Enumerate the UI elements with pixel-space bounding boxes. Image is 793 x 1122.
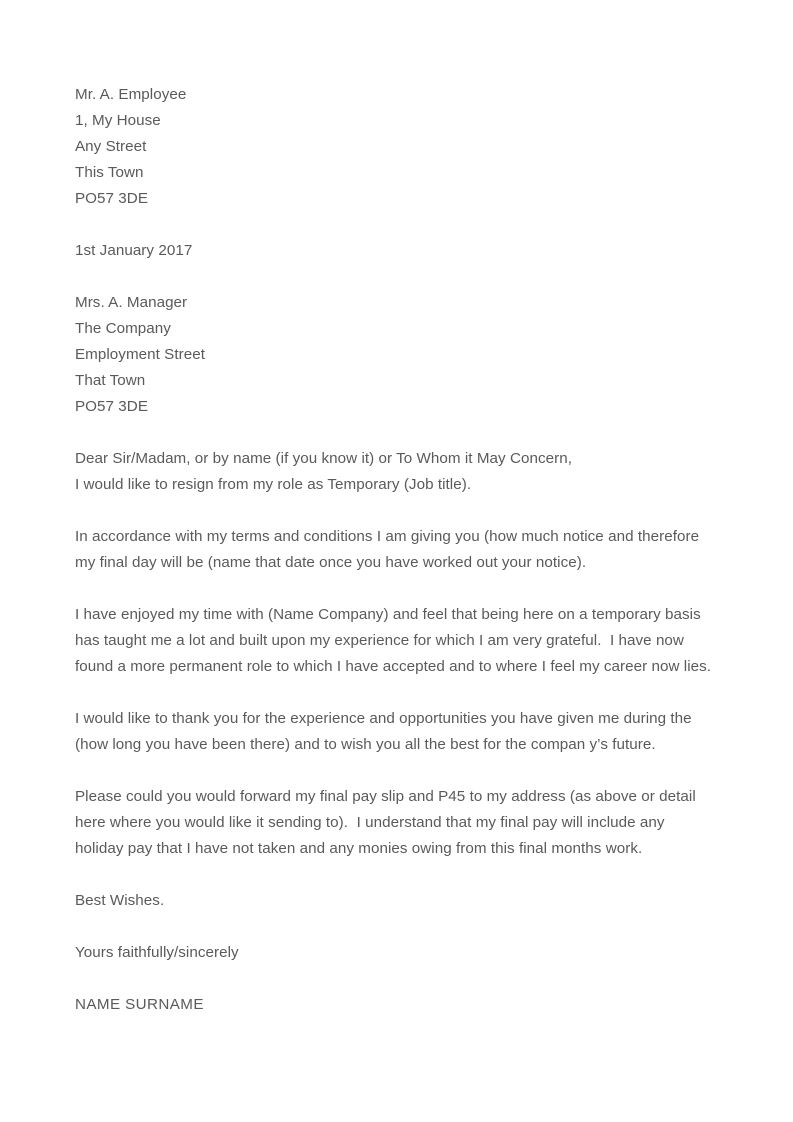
recipient-address-line: PO57 3DE: [75, 398, 149, 415]
sender-address-line: This Town: [75, 164, 144, 181]
recipient-address-block: [75, 290, 715, 420]
yours-block: [75, 940, 715, 966]
letter-body: [75, 82, 715, 1018]
recipient-address-line: The Company: [75, 320, 171, 337]
body-paragraph: In accordance with my terms and conditions I am giving you (how much notice and therefore my final day will be (name that date once you have worked out your notice).: [75, 528, 704, 571]
sender-address-block: [75, 82, 715, 212]
letter-date: 1st January 2017: [75, 242, 193, 259]
sender-address-line: Mr. A. Employee: [75, 86, 187, 103]
recipient-address-line: That Town: [75, 372, 146, 389]
best-wishes-text: Best Wishes.: [75, 892, 165, 909]
yours-text: Yours faithfully/sincerely: [75, 944, 239, 961]
signature-block: [75, 992, 715, 1018]
signature-name: NAME SURNAME: [75, 996, 204, 1013]
sender-address-line: Any Street: [75, 138, 147, 155]
letter-date-block: [75, 238, 715, 264]
body-paragraph: I would like to thank you for the experience and opportunities you have given me during the (how long you have been there) and to wish you all the best for the compan y’s future.: [75, 710, 696, 753]
recipient-address-line: Mrs. A. Manager: [75, 294, 188, 311]
body-paragraph: I have enjoyed my time with (Name Company) and feel that being here on a temporary basis has taught me a lot and built upon my experience for which I am very grateful. I have now found a more permanent role to which I have accepted and to where I feel my career now lies.: [75, 606, 712, 675]
sender-address-line: PO57 3DE: [75, 190, 149, 207]
salutation-greeting: Dear Sir/Madam, or by name (if you know it) or To Whom it May Concern,: [75, 450, 572, 467]
best-wishes-block: [75, 888, 715, 914]
sender-address-line: 1, My House: [75, 112, 161, 129]
recipient-address-line: Employment Street: [75, 346, 205, 363]
salutation-statement: I would like to resign from my role as Temporary (Job title).: [75, 476, 472, 493]
salutation-block: [75, 446, 715, 498]
body-paragraph: Please could you would forward my final pay slip and P45 to my address (as above or detail here where you would like it sending to). I understand that my final pay will include any holiday pay that I have not taken and any monies owing from this final months work.: [75, 788, 701, 857]
